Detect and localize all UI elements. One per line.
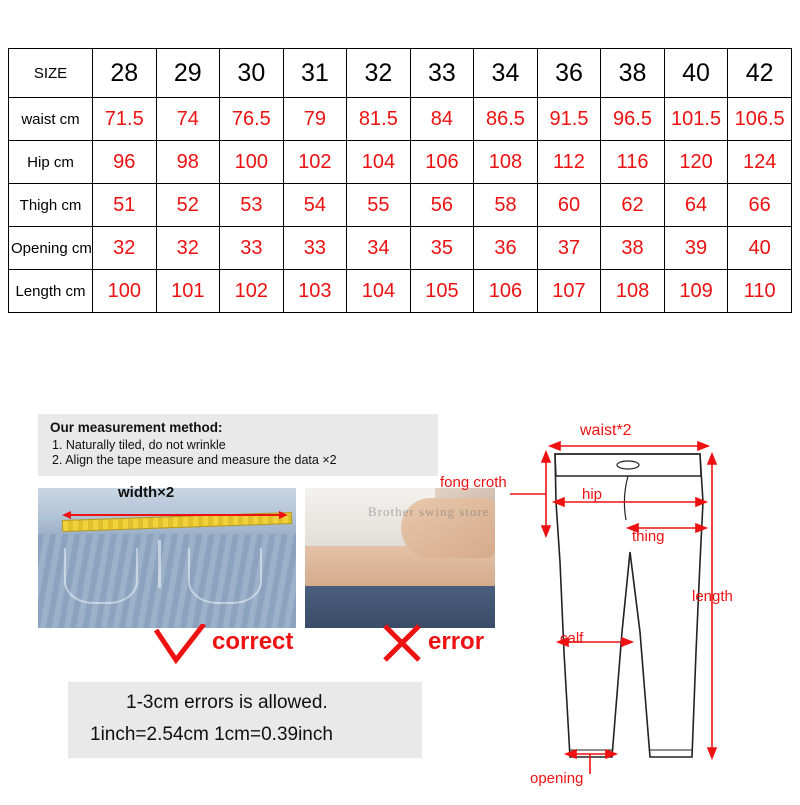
check-mark-icon <box>154 624 206 664</box>
table-cell: 112 <box>537 141 601 184</box>
table-cell: 34 <box>347 227 411 270</box>
diagram-label-calf: calf <box>560 630 584 647</box>
size-header-31: 31 <box>283 49 347 98</box>
table-cell: 110 <box>728 270 792 313</box>
size-header-34: 34 <box>474 49 538 98</box>
table-row <box>9 184 792 227</box>
table-cell: 106.5 <box>728 98 792 141</box>
table-cell: 55 <box>347 184 411 227</box>
table-cell: 102 <box>220 270 284 313</box>
width-arrow-icon <box>62 510 288 520</box>
table-cell: 35 <box>410 227 474 270</box>
size-header-28: 28 <box>93 49 157 98</box>
table-cell: 84 <box>410 98 474 141</box>
table-cell: 96 <box>93 141 157 184</box>
table-cell: 53 <box>220 184 284 227</box>
table-cell: 33 <box>283 227 347 270</box>
table-cell: 40 <box>728 227 792 270</box>
size-header-32: 32 <box>347 49 411 98</box>
error-label: error <box>428 628 485 655</box>
table-cell: 60 <box>537 184 601 227</box>
table-cell: 116 <box>601 141 665 184</box>
photo-correct-measurement <box>38 488 296 628</box>
table-cell: 107 <box>537 270 601 313</box>
table-cell: 56 <box>410 184 474 227</box>
size-header-38: 38 <box>601 49 665 98</box>
table-cell: 100 <box>93 270 157 313</box>
table-cell: 106 <box>474 270 538 313</box>
size-header-30: 30 <box>220 49 284 98</box>
table-cell: 76.5 <box>220 98 284 141</box>
measurement-method-box <box>38 414 438 476</box>
method-step-1: 1. Naturally tiled, do not wrinkle <box>52 438 226 452</box>
table-cell: 86.5 <box>474 98 538 141</box>
row-label: Thigh cm <box>9 184 93 227</box>
table-cell: 33 <box>220 227 284 270</box>
size-chart-table <box>8 48 792 313</box>
table-row <box>9 141 792 184</box>
row-label: Hip cm <box>9 141 93 184</box>
table-cell: 98 <box>156 141 220 184</box>
table-cell: 108 <box>601 270 665 313</box>
correct-label: correct <box>212 628 294 655</box>
table-cell: 91.5 <box>537 98 601 141</box>
diagram-label-length: length <box>692 588 733 605</box>
width-label: width×2 <box>118 484 175 501</box>
conversion-note-box <box>68 682 422 758</box>
note-line-1: 1-3cm errors is allowed. <box>126 692 328 713</box>
size-header-label: SIZE <box>9 49 93 98</box>
table-cell: 108 <box>474 141 538 184</box>
jeans-fly <box>158 540 161 588</box>
size-chart <box>8 48 792 313</box>
jeans-pocket-right <box>188 548 262 604</box>
size-header-29: 29 <box>156 49 220 98</box>
cross-mark-icon <box>381 622 423 664</box>
diagram-label-opening: opening <box>530 770 584 787</box>
table-row <box>9 227 792 270</box>
table-cell: 71.5 <box>93 98 157 141</box>
watermark-text: Brother swing store <box>368 504 490 519</box>
note-line-2: 1inch=2.54cm 1cm=0.39inch <box>90 724 333 745</box>
table-cell: 37 <box>537 227 601 270</box>
table-cell: 62 <box>601 184 665 227</box>
table-cell: 100 <box>220 141 284 184</box>
table-cell: 32 <box>93 227 157 270</box>
table-cell: 106 <box>410 141 474 184</box>
size-header-36: 36 <box>537 49 601 98</box>
table-cell: 81.5 <box>347 98 411 141</box>
table-cell: 36 <box>474 227 538 270</box>
table-cell: 74 <box>156 98 220 141</box>
measurement-guide <box>0 392 800 800</box>
method-step-2: 2. Align the tape measure and measure the data ×2 <box>52 453 337 467</box>
table-cell: 96.5 <box>601 98 665 141</box>
table-cell: 39 <box>664 227 728 270</box>
table-cell: 104 <box>347 270 411 313</box>
table-cell: 51 <box>93 184 157 227</box>
size-header-42: 42 <box>728 49 792 98</box>
diagram-label-front-crotch: fong croth <box>440 474 507 491</box>
table-cell: 120 <box>664 141 728 184</box>
table-cell: 101 <box>156 270 220 313</box>
table-cell: 109 <box>664 270 728 313</box>
table-cell: 101.5 <box>664 98 728 141</box>
table-cell: 103 <box>283 270 347 313</box>
diagram-label-thigh: thing <box>632 528 665 545</box>
table-cell: 38 <box>601 227 665 270</box>
table-cell: 102 <box>283 141 347 184</box>
table-header-row <box>9 49 792 98</box>
table-cell: 124 <box>728 141 792 184</box>
row-label: Length cm <box>9 270 93 313</box>
table-cell: 66 <box>728 184 792 227</box>
pants-outline-svg <box>500 402 800 800</box>
diagram-label-hip: hip <box>582 486 603 503</box>
table-cell: 105 <box>410 270 474 313</box>
table-cell: 32 <box>156 227 220 270</box>
table-cell: 79 <box>283 98 347 141</box>
row-label: waist cm <box>9 98 93 141</box>
table-cell: 64 <box>664 184 728 227</box>
table-cell: 104 <box>347 141 411 184</box>
method-title: Our measurement method: <box>50 420 223 435</box>
row-label: Opening cm <box>9 227 93 270</box>
table-cell: 54 <box>283 184 347 227</box>
diagram-label-waist: waist*2 <box>580 422 632 439</box>
table-row <box>9 98 792 141</box>
size-header-40: 40 <box>664 49 728 98</box>
table-row <box>9 270 792 313</box>
table-cell: 58 <box>474 184 538 227</box>
jeans-pocket-left <box>64 548 138 604</box>
table-cell: 52 <box>156 184 220 227</box>
size-header-33: 33 <box>410 49 474 98</box>
